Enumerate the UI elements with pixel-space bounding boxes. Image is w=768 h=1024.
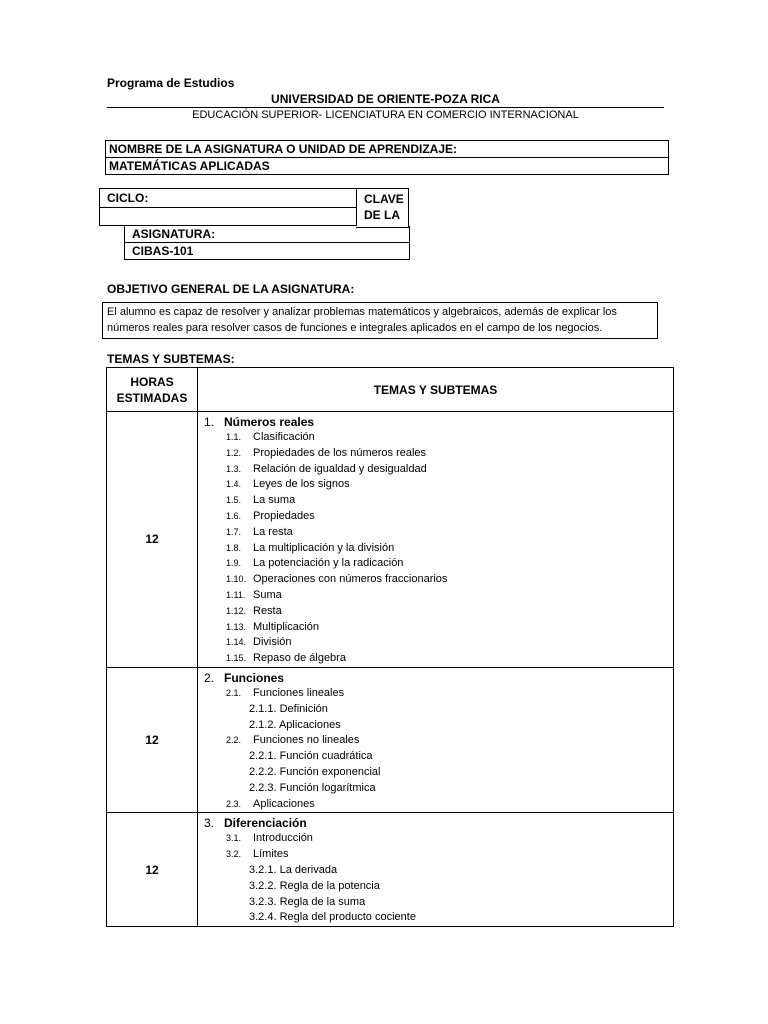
career-subtitle: EDUCACIÓN SUPERIOR- LICENCIATURA EN COMERCIO INTERNACIONAL — [192, 109, 579, 121]
subject-value: MATEMÁTICAS APLICADAS — [106, 157, 668, 174]
key-box — [356, 188, 409, 228]
topic-section-row — [107, 667, 674, 812]
subtopic-item: 3.2.3. Regla de la suma — [249, 895, 366, 908]
topic-item: 1.5. La suma — [226, 494, 296, 507]
topic-item: 1.12. Resta — [226, 604, 282, 617]
hours-column-header: HORAS ESTIMADAS — [107, 368, 198, 412]
topic-item: 2.1. Funciones lineales — [226, 686, 345, 699]
topic-section-row — [107, 412, 674, 668]
objective-text: El alumno es capaz de resolver y analizar problemas matemáticos y algebraicos, además de explicar los números reales para resolver casos de funciones e integrales aplicados en el campo de los negocios. — [102, 302, 658, 339]
topic-item: 1.15. Repaso de álgebra — [226, 652, 346, 665]
topic-item: 1.2. Propiedades de los números reales — [226, 446, 427, 459]
topics-table — [106, 367, 674, 927]
program-label: Programa de Estudios — [107, 76, 235, 90]
topic-item: 1.13. Multiplicación — [226, 620, 320, 633]
section-title: 3. Diferenciación — [204, 816, 307, 831]
topic-item: 1.9. La potenciación y la radicación — [226, 557, 404, 570]
topic-item: 1.4. Leyes de los signos — [226, 478, 350, 491]
subtopic-item: 2.2.1. Función cuadrática — [249, 750, 373, 763]
table-header-row — [107, 368, 674, 412]
topic-item: 2.2. Funciones no lineales — [226, 734, 360, 747]
topics-column-header: TEMAS Y SUBTEMAS — [198, 368, 674, 412]
topics-title: TEMAS Y SUBTEMAS: — [107, 352, 235, 366]
cycle-box — [99, 188, 357, 226]
course-code: CIBAS-101 — [125, 242, 409, 259]
key-label: CLAVE DE LA — [364, 192, 404, 222]
topic-item: 1.1. Clasificación — [226, 431, 315, 443]
section-hours: 12 — [107, 813, 198, 927]
topic-item: 1.11. Suma — [226, 588, 282, 601]
course-label: ASIGNATURA: — [132, 227, 216, 241]
subject-label: NOMBRE DE LA ASIGNATURA O UNIDAD DE APRENDIZAJE: — [109, 142, 458, 156]
section-hours: 12 — [107, 412, 198, 668]
subtopic-item: 2.2.2. Función exponencial — [249, 765, 381, 778]
section-content — [198, 412, 674, 668]
section-title: 1. Números reales — [204, 415, 315, 429]
section-hours: 12 — [107, 667, 198, 812]
topic-item: 1.6. Propiedades — [226, 509, 315, 522]
topic-item: 3.1. Introducción — [226, 832, 313, 845]
subtopic-item: 2.2.3. Función logarítmica — [249, 781, 376, 794]
subject-box — [105, 140, 669, 175]
topic-item: 1.8. La multiplicación y la división — [226, 541, 395, 554]
subtopic-item: 3.2.4. Regla del producto cociente — [249, 911, 416, 924]
course-box — [124, 226, 410, 260]
topic-section-row — [107, 813, 674, 927]
subtopic-item: 3.2.1. La derivada — [249, 863, 338, 876]
section-content — [198, 813, 674, 927]
cycle-label: CICLO: — [100, 189, 356, 208]
subtopic-item: 3.2.2. Regla de la potencia — [249, 879, 380, 892]
topic-item: 1.14. División — [226, 636, 292, 649]
section-title: 2. Funciones — [204, 670, 285, 685]
subtopic-item: 2.1.1. Definición — [249, 702, 328, 715]
topic-item: 2.3. Aplicaciones — [226, 797, 315, 810]
subtopic-item: 2.1.2. Aplicaciones — [249, 718, 341, 731]
objective-title: OBJETIVO GENERAL DE LA ASIGNATURA: — [107, 282, 355, 296]
topic-item: 1.7. La resta — [226, 525, 293, 538]
topic-item: 1.10. Operaciones con números fraccionarios — [226, 573, 448, 586]
topic-item: 3.2. Límites — [226, 848, 289, 861]
topic-item: 1.3. Relación de igualdad y desigualdad — [226, 462, 427, 475]
university-title: UNIVERSIDAD DE ORIENTE-POZA RICA — [107, 92, 664, 108]
section-content — [198, 667, 674, 812]
